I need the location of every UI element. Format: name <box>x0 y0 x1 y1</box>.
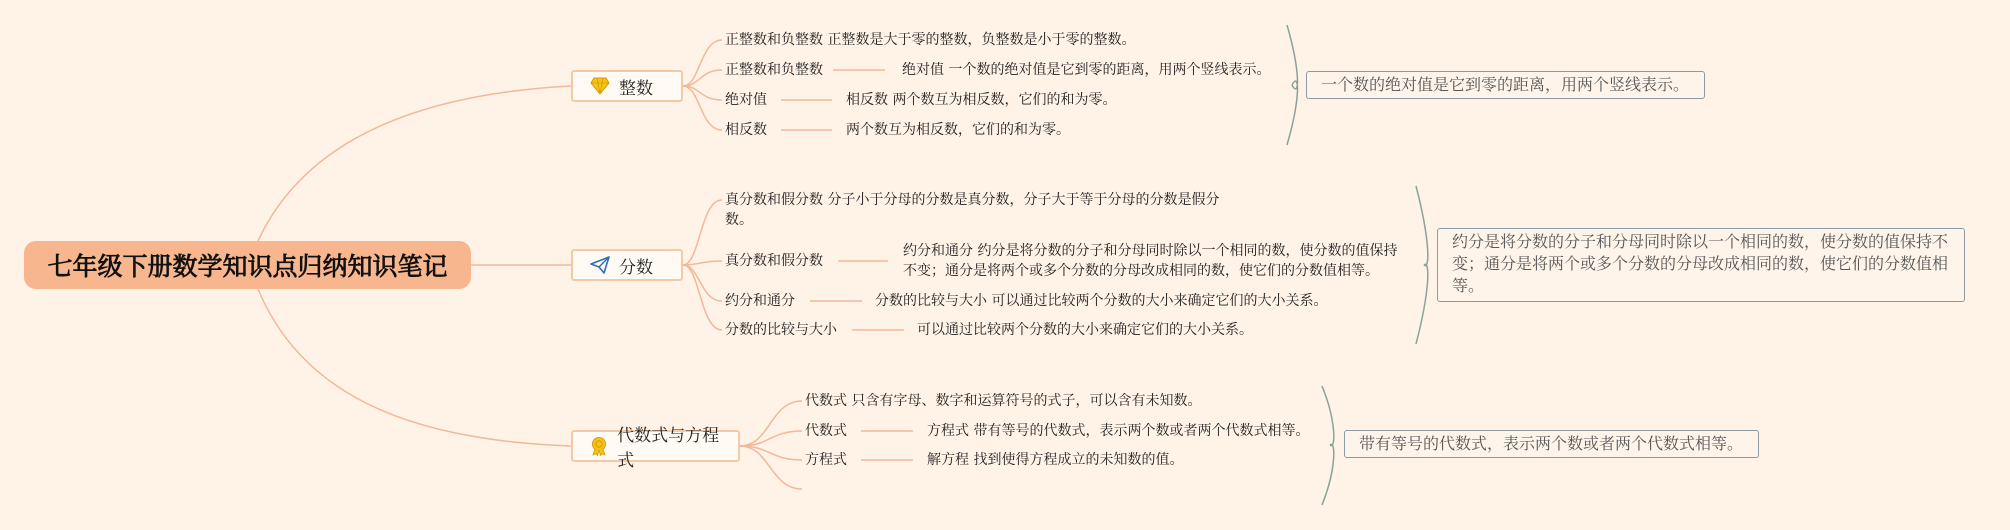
topic-algebra[interactable] <box>571 426 740 471</box>
list-item: 代数式 <box>805 423 847 439</box>
link-integer-1 <box>683 40 722 86</box>
award-ribbon-icon <box>589 435 609 457</box>
topic-label: 分数 <box>619 257 653 278</box>
list-item: 代数式 只含有字母、数字和运算符号的式子，可以含有未知数。 <box>805 393 1202 409</box>
list-item: 可以通过比较两个分数的大小来确定它们的大小关系。 <box>917 322 1253 338</box>
diamond-icon <box>589 75 611 97</box>
list-item: 约分和通分 约分是将分数的分子和分母同时除以一个相同的数，使分数的值保持不变；通分是将两个或多个分数的分母改成相同的数，使它们的分数值相等。 <box>903 243 1398 279</box>
link-algebra-1 <box>740 401 802 446</box>
link-fraction-3 <box>683 265 722 301</box>
paper-plane-icon <box>589 254 611 276</box>
link-fraction-4 <box>683 265 722 330</box>
topic-label: 代数式与方程式 <box>617 426 720 471</box>
list-item: 分数的比较与大小 <box>725 322 837 338</box>
summary-text: 带有等号的代数式，表示两个数或者两个代数式相等。 <box>1359 434 1744 453</box>
list-item: 约分和通分 <box>725 293 795 309</box>
summary-box-integer[interactable] <box>1306 71 1705 99</box>
summary-box-fraction[interactable] <box>1437 228 1965 302</box>
summary-text: 约分是将分数的分子和分母同时除以一个相同的数，使分数的值保持不变；通分是将两个或多个分数的分母改成相同的数，使它们的分数值相等。 <box>1452 232 1949 295</box>
list-item: 真分数和假分数 分子小于分母的分数是真分数，分子大于等于分母的分数是假分数。 <box>725 192 1220 228</box>
list-item: 正整数和负整数 <box>725 62 823 78</box>
link-algebra-4 <box>740 446 802 489</box>
root-title: 七年级下册数学知识点归纳知识笔记 <box>47 252 448 281</box>
list-item: 解方程 找到使得方程成立的未知数的值。 <box>927 452 1184 468</box>
bracket-fraction <box>1416 186 1428 344</box>
list-item: 相反数 两个数互为相反数，它们的和为零。 <box>846 92 1117 108</box>
link-integer-4 <box>683 86 722 130</box>
list-item: 分数的比较与大小 可以通过比较两个分数的大小来确定它们的大小关系。 <box>875 293 1328 309</box>
topic-label: 整数 <box>619 78 653 99</box>
list-item: 方程式 带有等号的代数式，表示两个数或者两个代数式相等。 <box>927 423 1310 439</box>
link-root-integer <box>258 86 571 241</box>
list-item: 正整数和负整数 正整数是大于零的整数，负整数是小于零的整数。 <box>725 32 1136 48</box>
summary-text: 一个数的绝对值是它到零的距离，用两个竖线表示。 <box>1321 75 1690 94</box>
list-item: 绝对值 <box>725 92 767 108</box>
list-item: 相反数 <box>725 122 767 138</box>
link-root-algebra <box>258 289 571 446</box>
topic-integer[interactable] <box>571 70 683 102</box>
list-item: 两个数互为相反数，它们的和为零。 <box>846 122 1070 138</box>
list-item: 真分数和假分数 <box>725 253 823 269</box>
link-fraction-1 <box>683 200 722 265</box>
summary-box-algebra[interactable] <box>1344 430 1759 458</box>
bracket-algebra <box>1322 386 1334 505</box>
topic-fraction[interactable] <box>571 249 683 281</box>
root-topic[interactable] <box>24 241 471 289</box>
bracket-integer <box>1287 25 1297 145</box>
list-item: 方程式 <box>805 452 847 468</box>
list-item: 绝对值 一个数的绝对值是它到零的距离，用两个竖线表示。 <box>902 62 1271 78</box>
